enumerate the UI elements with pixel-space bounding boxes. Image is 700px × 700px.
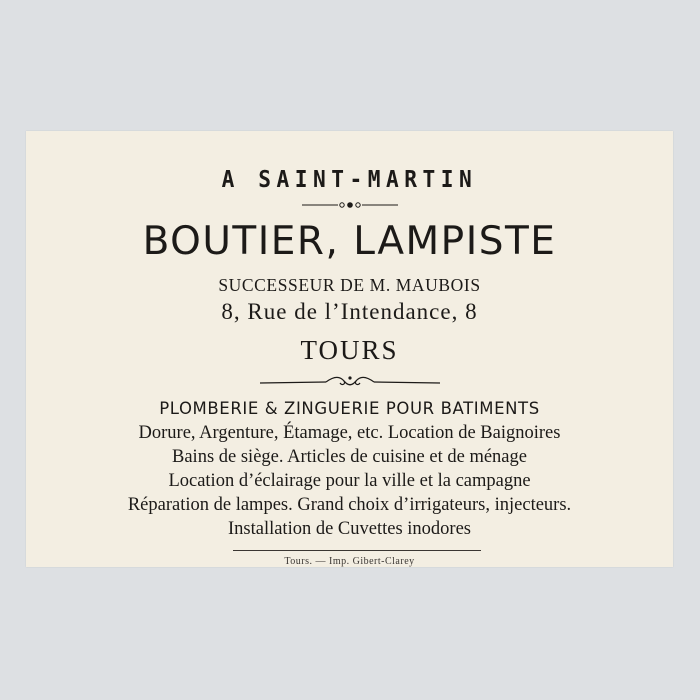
address: 8, Rue de l’Intendance, 8 (221, 299, 478, 324)
printer-credit: Tours. — Imp. Gibert-Clarey (284, 556, 415, 567)
service-line: Bains de siège. Articles de cuisine et de ménage (172, 447, 527, 467)
printer-divider (233, 550, 481, 551)
service-line: Dorure, Argenture, Étamage, etc. Location de Baignoires (138, 423, 561, 443)
service-line: Réparation de lampes. Grand choix d’irrigateurs, injecteurs. (127, 495, 572, 515)
service-line: Installation de Cuvettes inodores (227, 519, 472, 539)
business-name: BOUTIER, LAMPISTE (142, 219, 557, 264)
services-heading: PLOMBERIE & ZINGUERIE POUR BATIMENTS (159, 399, 540, 418)
city: TOURS (300, 335, 399, 365)
small-divider-ornament-icon (302, 200, 398, 210)
location-header: A SAINT-MARTIN (221, 167, 478, 193)
flourish-divider-ornament-icon (260, 374, 440, 390)
successor-line: SUCCESSEUR DE M. MAUBOIS (218, 275, 481, 295)
business-card (26, 131, 673, 567)
service-line: Location d’éclairage pour la ville et la campagne (168, 471, 531, 491)
